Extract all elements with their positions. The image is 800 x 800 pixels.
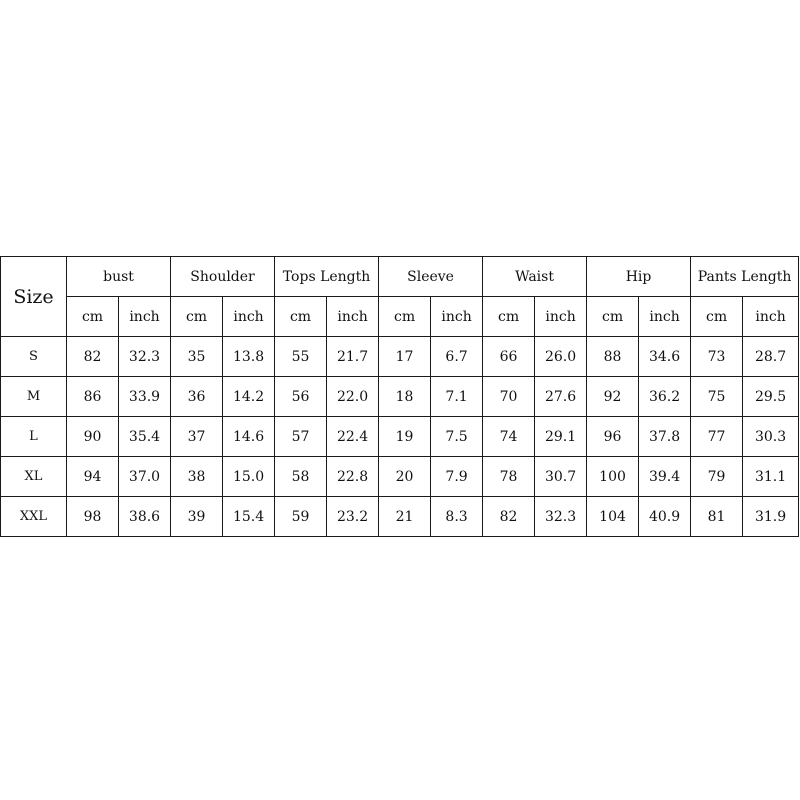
cell-value: 78: [483, 457, 535, 497]
unit-cm: cm: [691, 297, 743, 337]
cell-value: 30.7: [535, 457, 587, 497]
cell-value: 94: [67, 457, 119, 497]
cell-value: 81: [691, 497, 743, 537]
unit-cm: cm: [171, 297, 223, 337]
cell-value: 96: [587, 417, 639, 457]
size-row-m: [1, 377, 799, 417]
unit-inch: inch: [535, 297, 587, 337]
cell-value: 79: [691, 457, 743, 497]
size-row-xxl: [1, 497, 799, 537]
cell-value: 19: [379, 417, 431, 457]
unit-cm: cm: [275, 297, 327, 337]
unit-inch: inch: [639, 297, 691, 337]
cell-value: 58: [275, 457, 327, 497]
cell-value: 29.1: [535, 417, 587, 457]
unit-inch: inch: [743, 297, 799, 337]
cell-value: 14.2: [223, 377, 275, 417]
size-chart-container: [0, 256, 798, 537]
cell-value: 37.0: [119, 457, 171, 497]
cell-value: 38: [171, 457, 223, 497]
header-sleeve: Sleeve: [379, 257, 483, 297]
cell-value: 56: [275, 377, 327, 417]
cell-value: 37: [171, 417, 223, 457]
cell-value: 86: [67, 377, 119, 417]
unit-cm: cm: [483, 297, 535, 337]
cell-value: 57: [275, 417, 327, 457]
cell-value: 77: [691, 417, 743, 457]
cell-value: 74: [483, 417, 535, 457]
header-bust: bust: [67, 257, 171, 297]
size-row-l: [1, 417, 799, 457]
cell-value: 36: [171, 377, 223, 417]
unit-inch: inch: [327, 297, 379, 337]
cell-value: 6.7: [431, 337, 483, 377]
cell-value: 32.3: [535, 497, 587, 537]
cell-value: 27.6: [535, 377, 587, 417]
cell-value: 38.6: [119, 497, 171, 537]
cell-value: 22.4: [327, 417, 379, 457]
cell-value: 82: [483, 497, 535, 537]
cell-value: 20: [379, 457, 431, 497]
cell-value: 7.9: [431, 457, 483, 497]
cell-value: 7.1: [431, 377, 483, 417]
cell-value: 13.8: [223, 337, 275, 377]
cell-value: 40.9: [639, 497, 691, 537]
size-chart-table: [0, 256, 799, 537]
cell-value: 35: [171, 337, 223, 377]
cell-value: 14.6: [223, 417, 275, 457]
cell-value: 59: [275, 497, 327, 537]
cell-value: 32.3: [119, 337, 171, 377]
cell-value: 21.7: [327, 337, 379, 377]
header-pants-length: Pants Length: [691, 257, 799, 297]
unit-cm: cm: [67, 297, 119, 337]
cell-value: 7.5: [431, 417, 483, 457]
cell-value: 8.3: [431, 497, 483, 537]
cell-value: 39.4: [639, 457, 691, 497]
cell-value: 90: [67, 417, 119, 457]
cell-value: 28.7: [743, 337, 799, 377]
cell-value: 88: [587, 337, 639, 377]
cell-value: 18: [379, 377, 431, 417]
cell-value: 70: [483, 377, 535, 417]
cell-value: 15.4: [223, 497, 275, 537]
cell-value: 100: [587, 457, 639, 497]
cell-value: 17: [379, 337, 431, 377]
unit-inch: inch: [119, 297, 171, 337]
cell-value: 22.8: [327, 457, 379, 497]
size-row-xl: [1, 457, 799, 497]
size-label: L: [1, 417, 67, 457]
cell-value: 66: [483, 337, 535, 377]
cell-value: 37.8: [639, 417, 691, 457]
header-hip: Hip: [587, 257, 691, 297]
cell-value: 73: [691, 337, 743, 377]
unit-cm: cm: [587, 297, 639, 337]
cell-value: 31.9: [743, 497, 799, 537]
cell-value: 55: [275, 337, 327, 377]
cell-value: 98: [67, 497, 119, 537]
cell-value: 30.3: [743, 417, 799, 457]
cell-value: 15.0: [223, 457, 275, 497]
cell-value: 35.4: [119, 417, 171, 457]
header-row-groups: [1, 257, 799, 297]
unit-cm: cm: [379, 297, 431, 337]
header-waist: Waist: [483, 257, 587, 297]
cell-value: 34.6: [639, 337, 691, 377]
header-row-units: [1, 297, 799, 337]
cell-value: 33.9: [119, 377, 171, 417]
unit-inch: inch: [223, 297, 275, 337]
size-header: Size: [1, 257, 67, 337]
cell-value: 31.1: [743, 457, 799, 497]
cell-value: 92: [587, 377, 639, 417]
cell-value: 104: [587, 497, 639, 537]
header-shoulder: Shoulder: [171, 257, 275, 297]
size-label: S: [1, 337, 67, 377]
size-label: XXL: [1, 497, 67, 537]
size-label: XL: [1, 457, 67, 497]
cell-value: 23.2: [327, 497, 379, 537]
header-tops-length: Tops Length: [275, 257, 379, 297]
unit-inch: inch: [431, 297, 483, 337]
cell-value: 39: [171, 497, 223, 537]
cell-value: 29.5: [743, 377, 799, 417]
cell-value: 36.2: [639, 377, 691, 417]
cell-value: 82: [67, 337, 119, 377]
cell-value: 75: [691, 377, 743, 417]
size-row-s: [1, 337, 799, 377]
size-label: M: [1, 377, 67, 417]
cell-value: 21: [379, 497, 431, 537]
cell-value: 26.0: [535, 337, 587, 377]
cell-value: 22.0: [327, 377, 379, 417]
